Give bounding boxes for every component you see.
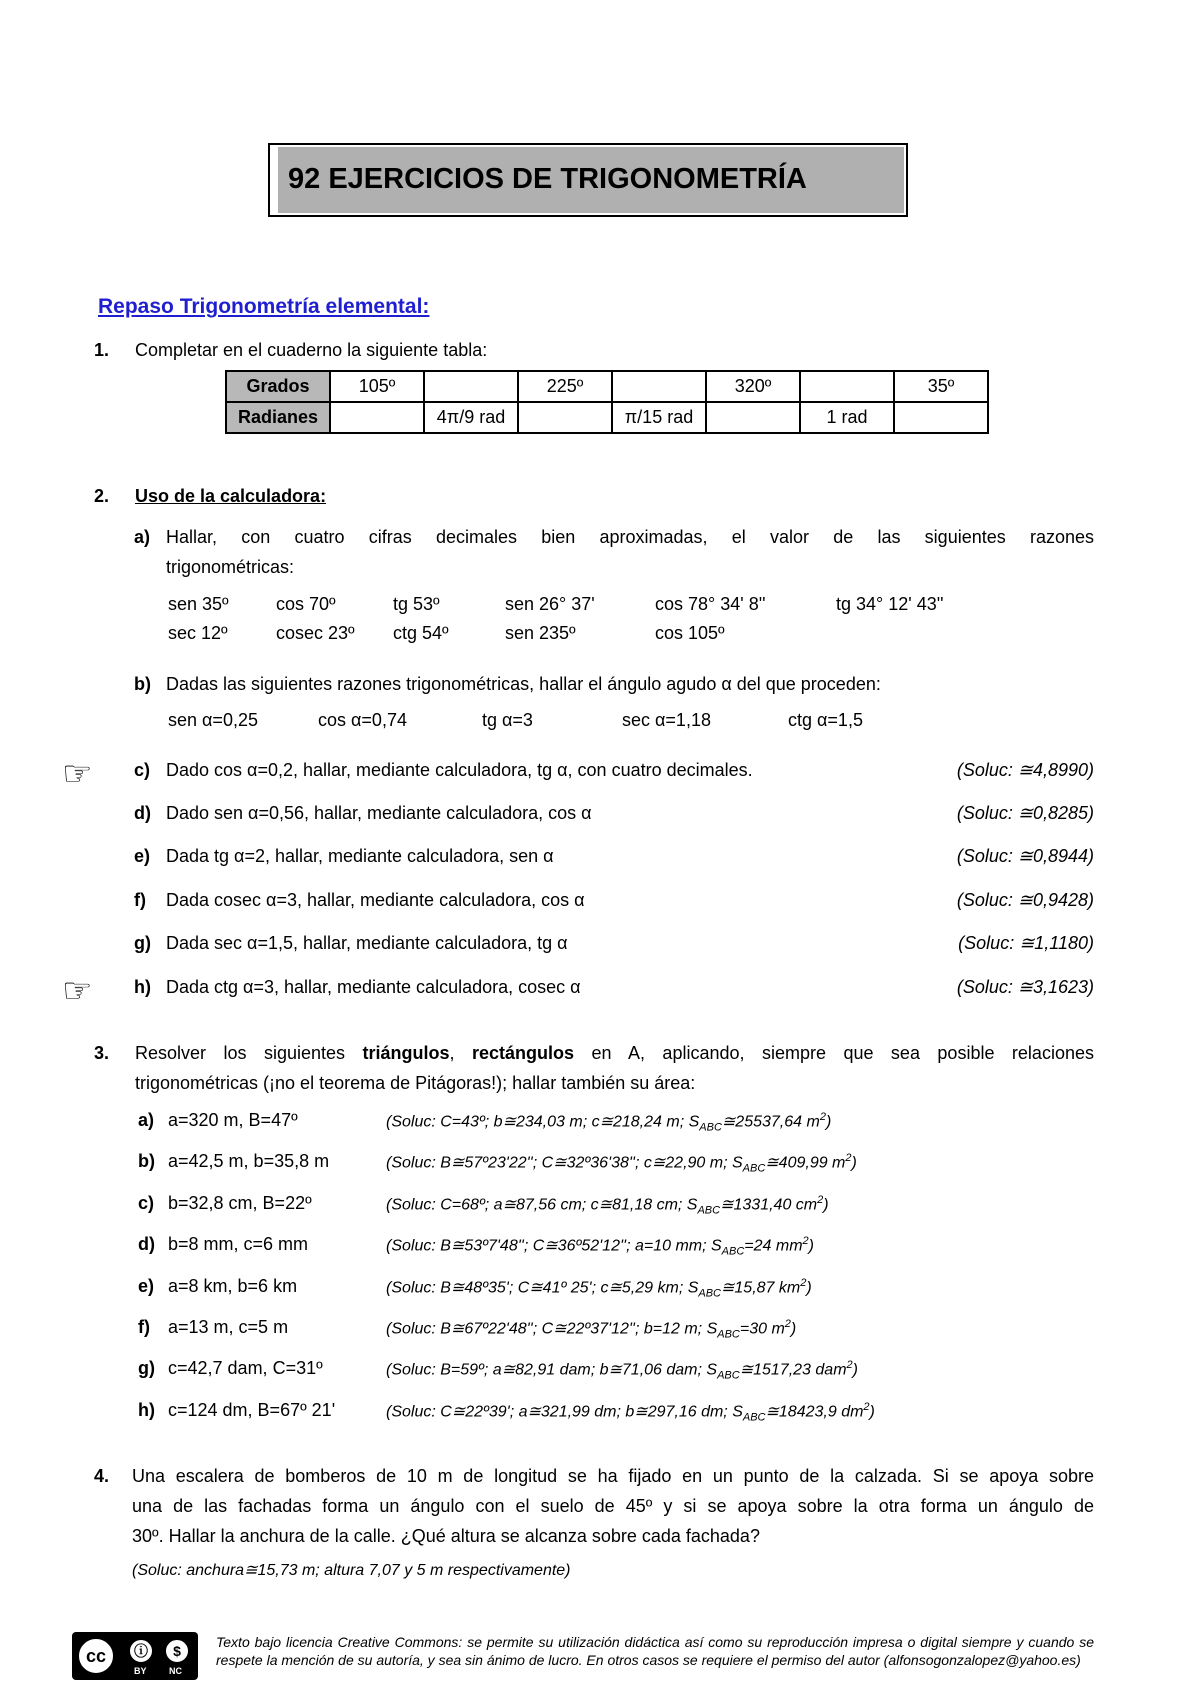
exercise-2a-text-cont: trigonométricas: [166, 557, 295, 577]
solution-text: (Soluc: C≅22º39'; a≅321,99 dm; b≅297,16 dm; $S_{ABC}≅18423,9$ $dm^2$) [386, 1401, 875, 1424]
trig-expression: tg 53º [393, 594, 440, 614]
table-cell [518, 402, 612, 433]
item-label: b) [138, 1151, 155, 1171]
exercise-4-number: 4. [94, 1466, 110, 1486]
table-cell [612, 371, 706, 402]
item-label: e) [134, 846, 151, 866]
creative-commons-badge [72, 1632, 198, 1680]
solution-text: (Soluc: ≅0,9428) [956, 890, 1094, 910]
exercise-2b-text: Dadas las siguientes razones trigonométricas, hallar el ángulo agudo α del que proceden: [166, 674, 881, 694]
triangle-data: c=124 dm, B=67º 21' [168, 1400, 336, 1420]
table-row-grados [226, 371, 988, 402]
trig-value: tg α=3 [482, 710, 533, 730]
exercise-4-line: 30º. Hallar la anchura de la calle. ¿Qué altura se alcanza sobre cada fachada? [132, 1526, 760, 1546]
table-cell: 1 rad [800, 402, 894, 433]
triangle-data: c=42,7 dam, C=31º [168, 1358, 323, 1378]
triangle-data: b=32,8 cm, B=22º [168, 1193, 312, 1213]
exercise-item-text: Dada ctg α=3, hallar, mediante calculadora, cosec α [166, 977, 581, 997]
solution-text: (Soluc: ≅3,1623) [956, 977, 1094, 997]
exercise-2-title: Uso de la calculadora: [135, 486, 327, 506]
table-cell [800, 371, 894, 402]
table-cell [330, 402, 424, 433]
trig-value: cos α=0,74 [318, 710, 407, 730]
title-box [268, 143, 908, 217]
exercise-4-solution: (Soluc: anchura≅15,73 m; altura 7,07 y 5 m respectivamente) [132, 1562, 571, 1579]
exercise-item-text: Dada sec α=1,5, hallar, mediante calculadora, tg α [166, 933, 568, 953]
item-label: g) [134, 933, 151, 953]
trig-value: sen α=0,25 [168, 710, 258, 730]
trig-expression: cos 78° 34' 8'' [655, 594, 766, 614]
triangle-data: a=13 m, c=5 m [168, 1317, 289, 1337]
exercise-3-text-cont: trigonométricas (¡no el teorema de Pitágoras!); hallar también su área: [135, 1073, 696, 1093]
item-label: f) [134, 890, 146, 910]
exercise-item-text: Dado cos α=0,2, hallar, mediante calculadora, tg α, con cuatro decimales. [166, 760, 753, 780]
exercise-4-line: una de las fachadas forma un ángulo con el suelo de 45º y si se apoya sobre la otra forma un ángulo de [132, 1496, 1094, 1516]
solution-text: (Soluc: B≅53º7'48''; C≅36º52'12''; a=10 mm; $S_{ABC}=24$ $mm^2$) [386, 1235, 814, 1258]
nc-label: NC [169, 1666, 182, 1676]
solution-text: (Soluc: ≅0,8944) [956, 846, 1094, 866]
item-label: h) [138, 1400, 155, 1420]
triangle-data: a=320 m, B=47º [168, 1110, 298, 1130]
trig-expression: sen 26° 37' [505, 594, 595, 614]
table-header-grados: Grados [226, 371, 330, 402]
trig-expression: ctg 54º [393, 623, 449, 643]
triangle-data: b=8 mm, c=6 mm [168, 1234, 309, 1254]
table-row-radianes [226, 402, 988, 433]
attribution-icon: ⓘ [128, 1638, 154, 1664]
table-header-radianes: Radianes [226, 402, 330, 433]
trig-value: ctg α=1,5 [788, 710, 863, 730]
solution-text: (Soluc: B≅48º35'; C≅41º 25'; c≅5,29 km; $S_{ABC}≅15,87$ $km^2$) [386, 1277, 812, 1300]
noncommercial-icon: $ [164, 1638, 190, 1664]
trig-expression: cos 70º [276, 594, 336, 614]
trig-expression: sen 35º [168, 594, 229, 614]
solution-text: (Soluc: B≅57º23'22''; C≅32º36'38''; c≅22,90 m; $S_{ABC}≅409,99$ $m^2$) [386, 1152, 857, 1175]
section-heading: Repaso Trigonometría elemental: [98, 295, 430, 318]
table-cell: π/15 rad [612, 402, 706, 433]
item-label: c) [138, 1193, 155, 1213]
cc-logo-icon: cc [76, 1636, 116, 1676]
item-label: a) [138, 1110, 155, 1130]
table-cell: 320º [706, 371, 800, 402]
exercise-3-text: Resolver los siguientes triángulos, rectángulos en A, aplicando, siempre que sea posible relaciones [135, 1043, 1094, 1063]
solution-text: (Soluc: ≅0,8285) [956, 803, 1094, 823]
trig-expression: cos 105º [655, 623, 725, 643]
item-label: e) [138, 1276, 155, 1296]
table-cell [706, 402, 800, 433]
table-cell [894, 402, 988, 433]
table-cell: 35º [894, 371, 988, 402]
item-label: g) [138, 1358, 155, 1378]
trig-expression: sec 12º [168, 623, 228, 643]
table-cell [424, 371, 518, 402]
solution-text: (Soluc: ≅4,8990) [956, 760, 1094, 780]
item-label: c) [134, 760, 151, 780]
exercise-item-text: Dada tg α=2, hallar, mediante calculadora, sen α [166, 846, 554, 866]
exercise-item-text: Dado sen α=0,56, hallar, mediante calculadora, cos α [166, 803, 592, 823]
trig-value: sec α=1,18 [622, 710, 711, 730]
exercise-2-number: 2. [94, 486, 110, 506]
trig-expression: cosec 23º [276, 623, 355, 643]
item-label: d) [134, 803, 151, 823]
solution-text: (Soluc: B=59º; a≅82,91 dam; b≅71,06 dam; $S_{ABC}≅1517,23$ dam$^2$) [386, 1359, 858, 1382]
pointing-hand-icon: ☞ [62, 972, 93, 1010]
solution-text: (Soluc: B≅67º22'48''; C≅22º37'12''; b=12 m; $S_{ABC}=30$ $m^2$) [386, 1318, 797, 1341]
table-cell: 4π/9 rad [424, 402, 518, 433]
exercise-4-line: Una escalera de bomberos de 10 m de longitud se ha fijado en un punto de la calzada. Si se apoya sobre [132, 1466, 1094, 1486]
conversion-table [225, 370, 989, 434]
triangle-data: a=8 km, b=6 km [168, 1276, 298, 1296]
item-label: h) [134, 977, 151, 997]
item-label: a) [134, 527, 151, 547]
table-cell: 105º [330, 371, 424, 402]
exercise-2a-text: Hallar, con cuatro cifras decimales bien aproximadas, el valor de las siguientes razones [166, 527, 1094, 547]
solution-text: (Soluc: C=43º; b≅234,03 m; c≅218,24 m; $S_{ABC}≅25537,64$ $m^2$) [386, 1111, 832, 1134]
page-title: 92 EJERCICIOS DE TRIGONOMETRÍA [288, 163, 807, 195]
item-label: d) [138, 1234, 155, 1254]
by-label: BY [134, 1666, 147, 1676]
exercise-item-text: Dada cosec α=3, hallar, mediante calculadora, cos α [166, 890, 585, 910]
solution-text: (Soluc: ≅1,1180) [958, 933, 1094, 953]
exercise-3-number: 3. [94, 1043, 110, 1063]
table-cell: 225º [518, 371, 612, 402]
triangle-data: a=42,5 m, b=35,8 m [168, 1151, 330, 1171]
trig-expression: tg 34° 12' 43'' [836, 594, 944, 614]
trig-expression: sen 235º [505, 623, 576, 643]
item-label: f) [138, 1317, 150, 1337]
exercise-1-text: Completar en el cuaderno la siguiente tabla: [135, 340, 488, 360]
license-text: Texto bajo licencia Creative Commons: se permite su utilización didáctica así como su reproducción impresa o digital siempre y cuando se respete la mención de su autoría, y sea sin ánimo de lucro. En otros casos se requiere el permiso del autor (alfonsogonzalopez@yahoo.es) [216, 1634, 1094, 1668]
solution-text: (Soluc: C=68º; a≅87,56 cm; c≅81,18 cm; $S_{ABC}≅1331,40$ $cm^2$) [386, 1194, 829, 1217]
exercise-1-number: 1. [94, 340, 110, 360]
pointing-hand-icon: ☞ [62, 755, 93, 793]
item-label: b) [134, 674, 151, 694]
